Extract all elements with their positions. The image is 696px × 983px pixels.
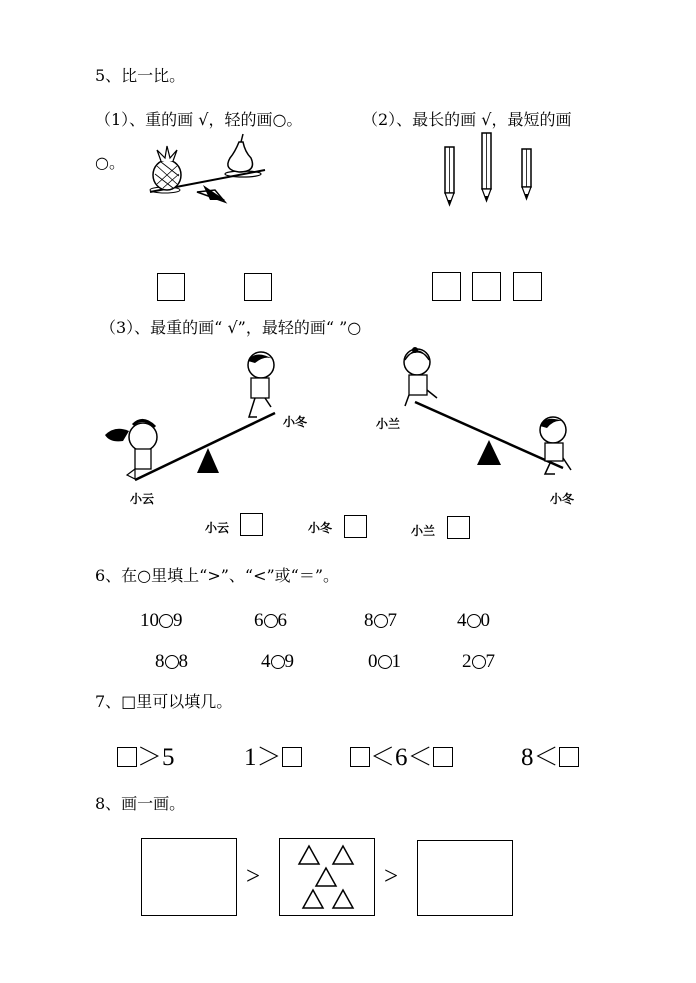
q8-title: 8、画一画。 xyxy=(95,794,186,813)
pencils-illustration xyxy=(435,125,545,210)
answer-box-pencil-3[interactable] xyxy=(513,272,542,301)
blank-circle xyxy=(264,614,278,628)
compare-item[interactable]: 4 9 xyxy=(261,651,294,672)
draw-box-left[interactable] xyxy=(141,838,237,916)
q6-title: 6、在○里填上“>”、“<”或“＝”。 xyxy=(95,566,340,585)
blank-square xyxy=(350,747,370,767)
girl-xiaolan-icon xyxy=(404,347,437,406)
blank-square xyxy=(559,747,579,767)
compare-item[interactable]: 10 9 xyxy=(140,610,183,631)
label-xiaodong-right: 小冬 xyxy=(550,492,575,506)
blank-circle xyxy=(472,655,486,669)
pencil-short-icon xyxy=(522,149,531,199)
seesaw-right-illustration xyxy=(385,340,600,500)
answer-box-xiaoyun[interactable] xyxy=(240,513,263,536)
triangle-icon xyxy=(333,890,353,908)
answer-box-pencil-2[interactable] xyxy=(472,272,501,301)
greater-than-sign: > xyxy=(246,863,261,890)
compare-item[interactable]: 8 7 xyxy=(364,610,397,631)
blank-circle xyxy=(374,614,388,628)
triangle-icon xyxy=(303,890,323,908)
answer-label-xiaolan: 小兰 xyxy=(411,524,436,538)
blank-circle xyxy=(165,655,179,669)
label-xiaoyun: 小云 xyxy=(130,492,155,506)
compare-item[interactable]: 0 1 xyxy=(368,651,401,672)
blank-square xyxy=(433,747,453,767)
answer-box-xiaolan[interactable] xyxy=(447,516,470,539)
compare-item[interactable]: 4 0 xyxy=(457,610,490,631)
seesaw-left-illustration xyxy=(95,345,295,505)
blank-square xyxy=(282,747,302,767)
answer-box-pineapple[interactable] xyxy=(157,273,185,301)
answer-box-pear[interactable] xyxy=(244,273,272,301)
boy-xiaodong-icon xyxy=(248,352,274,417)
triangle-icon xyxy=(333,846,353,864)
fill-expr-4[interactable]: 8＜ xyxy=(521,744,579,772)
balance-fruit-illustration xyxy=(135,130,275,210)
pencil-medium-icon xyxy=(445,147,454,205)
q5-sub2: （2）、最长的画 √，最短的画 xyxy=(362,110,572,129)
q5-sub3: （3）、最重的画“ √”，最轻的画“ ”○ xyxy=(100,318,362,337)
fill-expr-2[interactable]: 1＞ xyxy=(244,744,302,772)
draw-box-right[interactable] xyxy=(417,840,513,916)
answer-label-xiaoyun: 小云 xyxy=(205,521,230,535)
blank-circle xyxy=(159,614,173,628)
compare-item[interactable]: 6 6 xyxy=(254,610,287,631)
triangle-icon xyxy=(299,846,319,864)
answer-box-xiaodong[interactable] xyxy=(344,515,367,538)
q5-sub2-cont: ○。 xyxy=(95,153,125,172)
blank-circle xyxy=(467,614,481,628)
q7-title: 7、□里可以填几。 xyxy=(95,692,233,711)
blank-circle xyxy=(271,655,285,669)
q5-title: 5、比一比。 xyxy=(95,66,186,85)
pencil-long-icon xyxy=(482,133,491,201)
blank-square xyxy=(117,747,137,767)
triangle-icon xyxy=(316,868,336,886)
q5-sub1: （1）、重的画 √，轻的画○。 xyxy=(95,110,303,129)
girl-xiaoyun-icon xyxy=(105,420,157,479)
greater-than-sign: > xyxy=(384,863,399,890)
compare-item[interactable]: 2 7 xyxy=(462,651,495,672)
fill-expr-3[interactable]: ＜6＜ xyxy=(350,744,453,772)
label-xiaolan: 小兰 xyxy=(376,417,401,431)
label-xiaodong-left: 小冬 xyxy=(283,415,308,429)
answer-label-xiaodong: 小冬 xyxy=(308,521,333,535)
compare-item[interactable]: 8 8 xyxy=(155,651,188,672)
fill-expr-1[interactable]: ＞5 xyxy=(117,744,175,772)
blank-circle xyxy=(378,655,392,669)
answer-box-pencil-1[interactable] xyxy=(432,272,461,301)
triangles-group xyxy=(279,838,375,916)
